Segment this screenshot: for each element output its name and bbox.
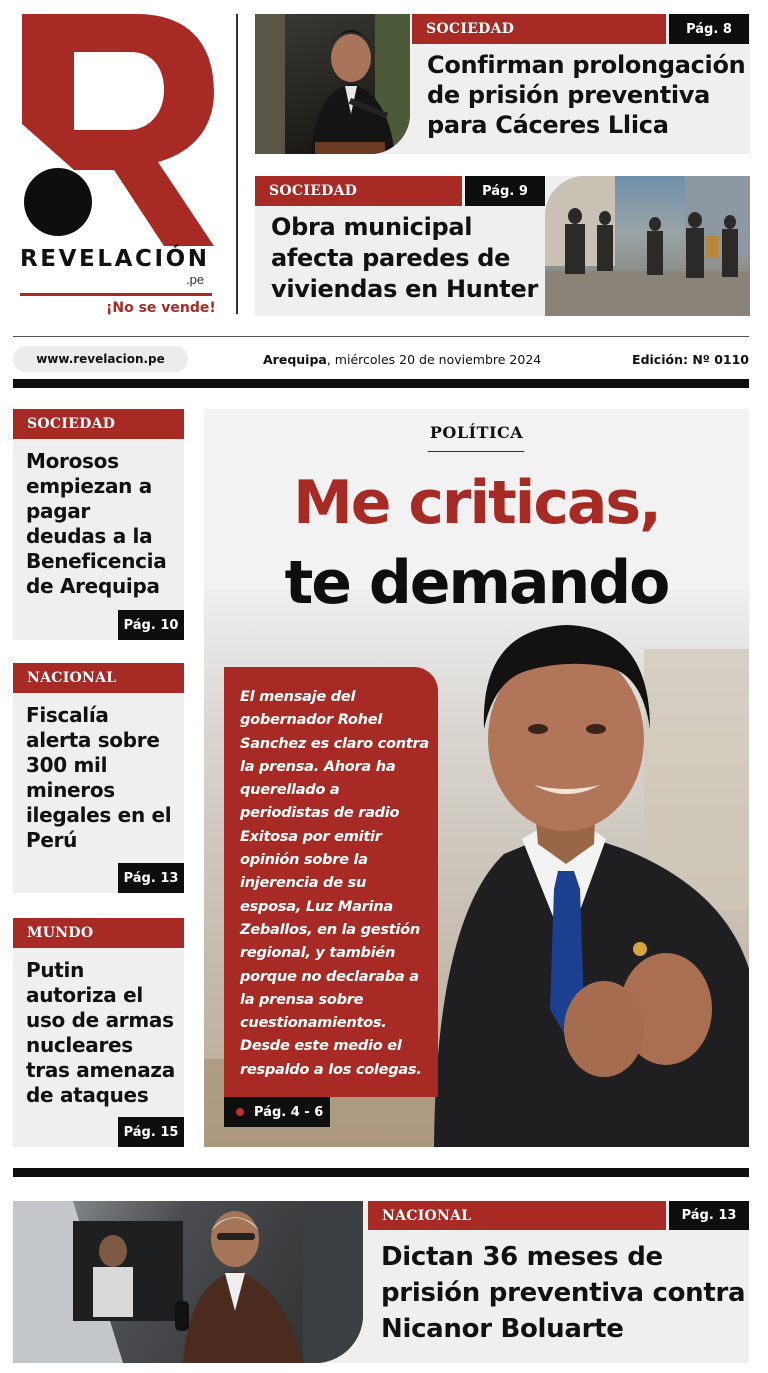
top-story-2[interactable] [255, 176, 750, 316]
top-story-2-section: SOCIEDAD [255, 176, 462, 206]
logo-r-mark [18, 12, 218, 252]
bottom-story-section: NACIONAL [368, 1201, 666, 1230]
main-headline-line1[interactable]: Me criticas, [293, 468, 660, 538]
top-story-2-page: Pág. 9 [465, 176, 545, 206]
website-pill[interactable] [13, 346, 188, 372]
side-story-3-headline[interactable]: Putin autoriza el uso de armas nucleares tras amenaza de ataques [26, 958, 175, 1107]
brand-rule [20, 293, 212, 296]
masthead-divider [236, 14, 238, 314]
red-dot-icon [236, 1108, 244, 1116]
bottom-story-page: Pág. 13 [669, 1201, 749, 1230]
side-story-3[interactable] [13, 918, 184, 1147]
side-story-1-section: SOCIEDAD [13, 409, 184, 439]
dateline-top-rule [13, 336, 749, 337]
side-story-2-page: Pág. 13 [118, 863, 184, 893]
side-story-3-page: Pág. 15 [118, 1117, 184, 1147]
side-story-3-section: MUNDO [13, 918, 184, 948]
dateline-city: Arequipa [263, 352, 327, 367]
side-story-1-page: Pág. 10 [118, 610, 184, 640]
bottom-story-headline[interactable]: Dictan 36 meses de prisión preventiva contra Nicanor Boluarte [381, 1242, 746, 1344]
top-story-1-page: Pág. 8 [669, 14, 749, 44]
dateline-bottom-rule [13, 379, 749, 388]
website-link[interactable]: www.revelacion.pe [36, 352, 165, 366]
side-story-2-section: NACIONAL [13, 663, 184, 693]
speaker-at-microphone-image [255, 14, 410, 154]
dateline-date [263, 352, 541, 367]
top-story-1-photo[interactable] [255, 14, 410, 154]
side-story-2-headline[interactable]: Fiscalía alerta sobre 300 mil mineros ilegales en el Perú [26, 703, 172, 852]
brand-domain: .pe [186, 272, 205, 287]
side-story-1-headline[interactable]: Morosos empiezan a pagar deudas a la Beneficencia de Arequipa [26, 449, 167, 598]
bottom-divider [13, 1168, 749, 1177]
masthead-logo[interactable] [18, 12, 218, 322]
main-headline-line2[interactable]: te demando [284, 548, 669, 618]
bottom-story-photo[interactable] [13, 1201, 363, 1363]
main-story[interactable] [204, 409, 749, 1147]
top-story-1[interactable] [255, 14, 750, 154]
section-underline [428, 451, 524, 452]
brand-name: REVELACIÓN [20, 246, 210, 272]
brand-slogan: ¡No se vende! [106, 300, 216, 316]
top-story-1-headline[interactable]: Confirman prolongación de prisión preventiva para Cáceres Llica [427, 51, 746, 139]
side-story-1[interactable] [13, 409, 184, 640]
top-story-1-section: SOCIEDAD [412, 14, 666, 44]
side-story-2[interactable] [13, 663, 184, 893]
main-summary-text: El mensaje del gobernador Rohel Sanchez es claro contra la prensa. Ahora ha querellado a periodistas de radio Exitosa por emitir opinión sobre la injerencia de su esposa, Luz Marina Zeballos, en la gestión regional, y también porque no declaraba a la prensa sobre cuestionamientos. Desde este medio el respaldo a los colegas. [240, 688, 429, 1078]
main-story-pages: Pág. 4 - 6 [254, 1104, 324, 1120]
main-story-page-badge [224, 1097, 330, 1127]
main-story-section: POLÍTICA [429, 423, 524, 442]
edition-number: Edición: Nº 0110 [632, 352, 749, 367]
dateline-day: , miércoles 20 de noviembre 2024 [326, 352, 542, 367]
street-crowd-image [545, 176, 750, 316]
top-story-2-photo[interactable] [545, 176, 750, 316]
bottom-story[interactable] [13, 1201, 749, 1363]
top-story-2-headline[interactable]: Obra municipal afecta paredes de viviendas en Hunter [271, 213, 538, 303]
man-by-car-image [13, 1201, 363, 1363]
